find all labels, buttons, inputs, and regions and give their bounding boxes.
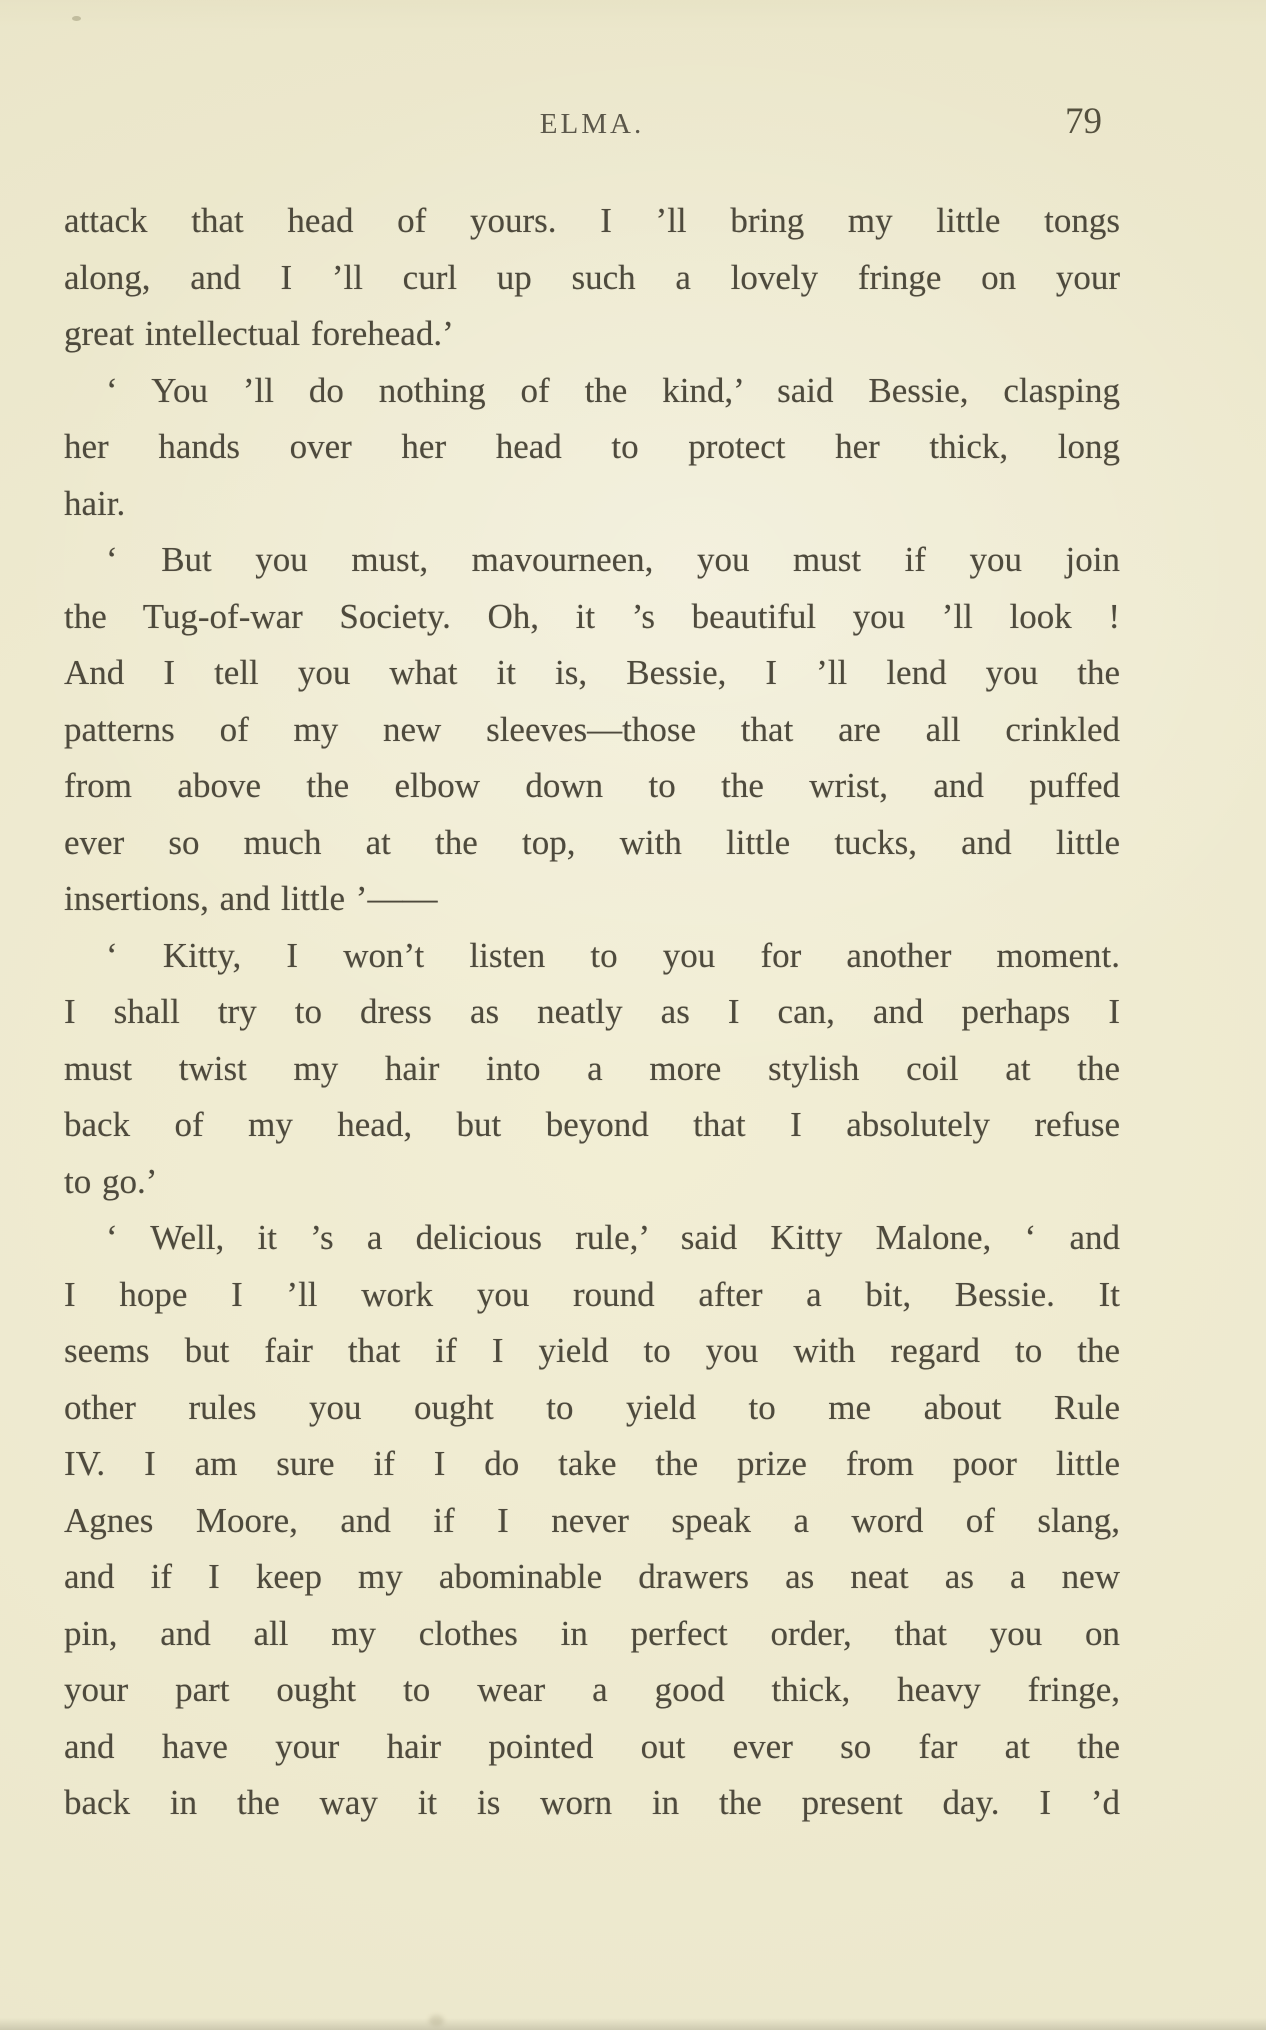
text-line: I shall try to dress as neatly as I can, and perhaps I xyxy=(64,992,1120,1031)
paragraph xyxy=(64,193,1120,363)
body-text xyxy=(64,193,1120,1832)
text-line: great intellectual forehead.’ xyxy=(64,314,454,353)
text-line: from above the elbow down to the wrist, and puffed xyxy=(64,766,1120,805)
text-line: And I tell you what it is, Bessie, I ’ll lend you the xyxy=(64,653,1120,692)
text-line: ‘ But you must, mavourneen, you must if you join xyxy=(106,540,1120,579)
running-header-title: ELMA. xyxy=(539,108,645,140)
page-number: 79 xyxy=(1065,101,1102,142)
text-line: and have your hair pointed out ever so far at the xyxy=(64,1726,1120,1766)
paper-speck xyxy=(72,16,81,21)
running-header xyxy=(64,100,1120,156)
text-line: her hands over her head to protect her thick, long xyxy=(64,427,1120,466)
text-line: attack that head of yours. I ’ll bring my little tongs xyxy=(64,201,1120,240)
paragraph xyxy=(64,532,1120,928)
text-line: must twist my hair into a more stylish coil at the xyxy=(64,1048,1120,1088)
text-line: the Tug-of-war Society. Oh, it ’s beautiful you ’ll look ! xyxy=(64,596,1120,636)
text-line: seems but fair that if I yield to you with regard to the xyxy=(64,1331,1120,1370)
text-line: and if I keep my abominable drawers as neat as a new xyxy=(64,1557,1120,1596)
text-line: hair. xyxy=(64,483,126,523)
text-line: to go.’ xyxy=(64,1161,158,1201)
paragraph xyxy=(64,928,1120,1211)
text-line: patterns of my new sleeves—those that are all crinkled xyxy=(64,709,1120,749)
text-line: pin, and all my clothes in perfect order, that you on xyxy=(64,1613,1120,1653)
text-line: ‘ Kitty, I won’t listen to you for another moment. xyxy=(106,935,1120,975)
paragraph xyxy=(64,363,1120,533)
text-line: I hope I ’ll work you round after a bit, Bessie. It xyxy=(64,1274,1120,1314)
text-line: your part ought to wear a good thick, heavy fringe, xyxy=(64,1670,1120,1709)
text-line: ever so much at the top, with little tucks, and little xyxy=(64,822,1120,862)
text-line: IV. I am sure if I do take the prize from poor little xyxy=(64,1444,1120,1483)
text-line: Agnes Moore, and if I never speak a word of slang, xyxy=(64,1500,1120,1540)
text-line: ‘ Well, it ’s a delicious rule,’ said Kitty Malone, ‘ and xyxy=(106,1218,1120,1257)
text-line: back in the way it is worn in the present day. I ’d xyxy=(64,1783,1120,1822)
text-line: other rules you ought to yield to me about Rule xyxy=(64,1387,1120,1427)
text-line: insertions, and little ’—— xyxy=(64,879,438,918)
text-line: along, and I ’ll curl up such a lovely fringe on your xyxy=(64,257,1120,297)
text-line: ‘ You ’ll do nothing of the kind,’ said Bessie, clasping xyxy=(106,370,1120,410)
paragraph xyxy=(64,1210,1120,1832)
text-line: back of my head, but beyond that I absolutely refuse xyxy=(64,1105,1120,1144)
